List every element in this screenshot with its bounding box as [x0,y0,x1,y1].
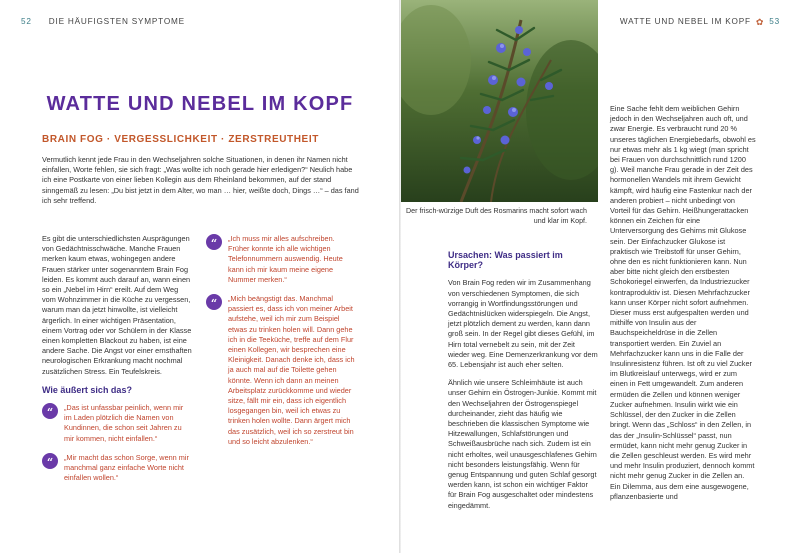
body-paragraph: Von Brain Fog reden wir im Zusammenhang von verschiedenen Symptomen, die sich vorrangig in Wortfindungsstörungen und Gedächtnislücken widerspiegeln. Die Angst, jetzt plötzlich dement zu werden, kann dann groß sein. In der Regel gibt dieses Gefühl, im Hirn total vernebelt zu sein, mit der Zeit wieder weg. Eine Demenzerkrankung vor dem 65. Lebensjahr ist auch eher selten. [448,278,598,370]
rosemary-photo [401,0,598,202]
quote-block [206,234,356,285]
left-running-header [21,17,185,26]
right-running-header [620,17,780,28]
quote-block [42,403,192,444]
quote-text: „Ich muss mir alles aufschreiben. Früher konnte ich alle wichtigen Telefonnummern auswendig. Heute kann ich mir kaum meine eigene Nummer merken.“ [228,234,343,284]
body-paragraph: Eine Sache fehlt dem weiblichen Gehirn jedoch in den Wechseljahren auch oft, und zwar Energie. Es verbraucht rund 20 % unseres täglichen Energiebedarfs, obwohl es nur etwas mehr als 1 kg wiegt (man spricht bei Frauen von durchschnittlich rund 1200 g). Weil manche Frau gerade in der Zeit des hormonellen Wandels mit ihrem Gewicht kämpft, wird häufig eine Fastenkur nach der anderen probiert – nicht unbedingt von Vorteil für das Gehirn. Heißhungerattacken können ein Zeichen für eine Unterversorgung des Gehirns mit Glukose sein. Der Einfachzucker Glukose ist praktisch wie Treibstoff für unser Gehirn, ohne den es nicht funktionieren kann. Nun aber bitte nicht gleich den erstbesten Schokoriegel einwerfen, da Industriezucker kontraproduktiv ist. Diesen Mehrfachzucker kann unser Körper nicht sofort aufnehmen. Dieser muss erst aufgespalten werden und mithilfe von Insulin aus der Bauchspeicheldrüse in die Zellen transportiert werden. Ein Zuviel an Mehrfachzucker kann uns in die Falle der Insulinresistenz führen. Ist oft zu viel Zucker im Blutkreislauf unterwegs, wird er zum einen in Fett umgewandelt. Zum anderen ermüden die Zellen und können weniger Zucker aufnehmen. Insulin wirkt wie ein Schlüssel, der den Zucker in die Zellen bringt. Wenn das „Schloss“ in den Zellen, in das der „Insulin-Schlüssel“ passt, nun ermüdet, kann nicht mehr genug Zucker in die Zellen geschleust werden. Es wird mehr und mehr Insulin produziert, dennoch kommt nicht mehr genug Zucker in die Zellen an. Ein Dilemma, aus dem eine ausgewogene, pflanzenbasierte und [610,104,756,501]
quote-text: „Mir macht das schon Sorge, wenn mir manchmal ganz einfache Worte nicht einfallen wollen.“ [64,452,189,483]
section-heading: Ursachen: Was passiert im Körper? [448,250,563,271]
quote-column [206,234,356,456]
chapter-subtitle: BRAIN FOG · VERGESSLICHKEIT · ZERSTREUTHEIT [42,134,319,145]
left-text-column [42,234,192,492]
intro-paragraph: Vermutlich kennt jede Frau in den Wechseljahren solche Situationen, in denen ihr Namen nicht einfallen, Worte fehlen, sie sich fragt: „Was wollte ich noch gerade hier erledigen?“ Neulich habe ich eine Postkarte von einer lieben Kollegin aus dem Rheinland bekommen, auf der stand sinngemäß zu lesen: „Du bist jetzt in dem Alter, wo man … hier, weißte doch, Dings …“ – das fand ich sehr treffend. [42,155,359,205]
left-page-number: 52 [21,17,32,26]
quote-block [206,294,356,447]
quote-mark-icon: “ [42,403,58,419]
right-text-column [448,250,598,519]
right-header-section: WATTE UND NEBEL IM KOPF [619,17,751,26]
quote-block [42,453,192,484]
rosette-icon: ✿ [755,17,765,27]
section-heading: Wie äußert sich das? [42,384,132,395]
quote-mark-icon: “ [206,234,222,250]
right-page-number: 53 [769,17,780,26]
far-right-text-column [610,104,756,510]
body-paragraph: Es gibt die unterschiedlichsten Ausprägungen von Gedächtnisschwäche. Manche Frauen merken kaum etwas, wohingegen andere Frauen stärker unter sogenanntem Brain Fog leiden. Es kommt auch darauf an, wann einen so ein „Nebel im Hirn“ ereilt. Auf dem Weg vom Wohnzimmer in die Küche zu vergessen, warum man da jetzt hinwollte, ist vielleicht ärgerlich. In einer wichtigen Präsentation, einem Vortrag oder vor Schülern in der Klasse einen kompletten Blackout zu haben, ist eine andere Sache. Die Angst vor einer ernsthaften neurologischen Erkrankung macht nochmal zusätzlichen Stress. Ein Teufelskreis. [42,234,192,376]
body-paragraph: Ähnlich wie unsere Schleimhäute ist auch unser Gehirn ein Östrogen-Junkie. Kommt mit den Wechseljahren der Östrogenspiegel durcheinander, zieht das häufig wie beschrieben die klassischen Symptome wie Hitzewallungen, Schlafstörungen und Schweißausbrüche nach sich. Zudem ist ein nicht erholtes, weil unausgeschlafenes Gehirn nicht besonders leistungsfähig. Wenn für genug Entspannung und guten Schlaf gesorgt werden kann, ist schon ein wichtiger Faktor für Brain Fog ausgeschaltet oder mindestens eingedämmt. [448,378,597,510]
left-header-section: DIE HÄUFIGSTEN SYMPTOME [48,17,185,26]
chapter-title: WATTE UND NEBEL IM KOPF [46,93,354,115]
quote-mark-icon: “ [206,294,222,310]
quote-text: „Mich beängstigt das. Manchmal passiert es, dass ich von meiner Arbeit aufstehe, weil ich mir zum Beispiel etwas zu trinken holen will. Dann gehe ich in die Teeküche, treffe auf dem Flur einen Kollegen, wir besprechen eine Kleinigkeit. Danach denke ich, dass ich ja auch mal auf die Toilette gehen könnte. Wenn ich dann an meinen Arbeitsplatz zurückkomme und wieder sitze, fällt mir ein, dass ich eigentlich losgegangen bin, weil ich etwas zu trinken holen wollte. Dann ärgert mich das zusätzlich, weil ich so zerstreut bin und so leicht abzulenken.“ [228,294,355,446]
quote-mark-icon: “ [42,453,58,469]
photo-caption: Der frisch-würzige Duft des Rosmarins macht sofort wach und klar im Kopf. [406,207,587,225]
rosemary-illustration [401,0,598,202]
quote-text: „Das ist unfassbar peinlich, wenn mir im Laden plötzlich die Namen von Kundinnen, die schon seit Jahren zu mir kommen, nicht einfallen.“ [64,403,184,443]
